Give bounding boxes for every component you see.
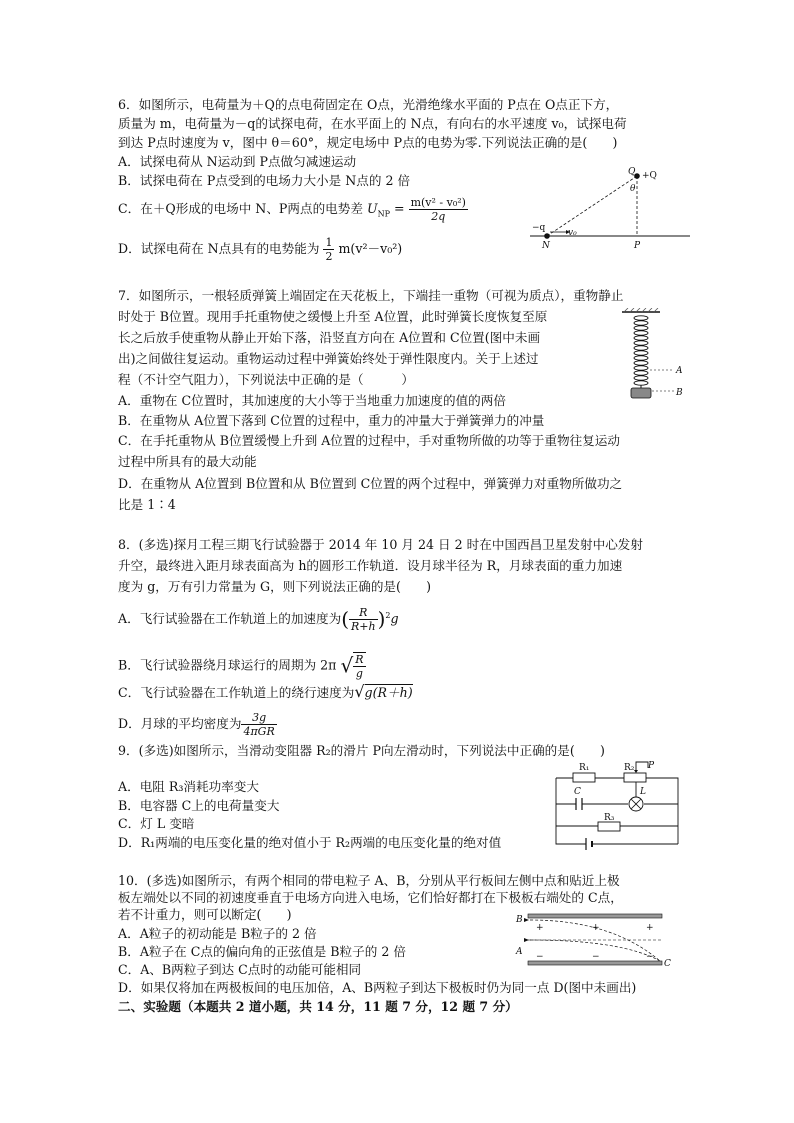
q8-option-a — [118, 606, 399, 633]
q7-option-d-line-2: 比是 1∶4 — [118, 497, 176, 512]
q10-plus-3: + — [646, 923, 654, 933]
q10-arrow-A — [524, 938, 529, 942]
q8-stem-line-2: 升空，最终进入距月球表面高为 h的圆形工作轨道．设月球半径为 R，月球表面的重力加速 — [118, 558, 623, 573]
q6-option-c-symbol: U — [366, 201, 378, 216]
q8-option-b-fraction — [353, 652, 365, 680]
q10-stem-line-1: 10．(多选)如图所示，有两个相同的带电粒子 A、B，分别从平行板间左侧中点和贴近上极 — [118, 873, 620, 888]
q7-label-A: A — [676, 366, 683, 376]
q6-option-c-subscript: NP — [377, 209, 390, 219]
q10-option-a: A．A粒子的初动能是 B粒子的 2 倍 — [118, 926, 317, 941]
q9-slider-P — [634, 770, 638, 773]
q10-plus-2: + — [592, 923, 600, 933]
q8-option-d-fraction — [241, 711, 276, 738]
q8-stem-line-3: 度为 g，万有引力常量为 G，则下列说法正确的是( ) — [118, 579, 432, 594]
q6-stem-line-1: 6．如图所示，电荷量为＋Q的点电荷固定在 O点，光滑绝缘水平面的 P点在 O点正下方， — [118, 97, 619, 112]
q9-label-R3: R₃ — [604, 813, 615, 823]
q7-figure — [612, 308, 692, 406]
q7-stem-line-5: 程（不计空气阻力），下列说法中正确的是（ ） — [118, 372, 414, 387]
q8-option-a-exponent: 2 — [385, 610, 391, 620]
q9-option-c: C．灯 L 变暗 — [118, 816, 195, 831]
q7-stem-line-2: 时处于 B位置。现用手托重物使之缓慢上升至 A位置，此时弹簧长度恢复至原 — [118, 309, 548, 324]
q8-option-b-denominator: g — [355, 667, 363, 680]
q6-option-b: B．试探电荷在 P点受到的电场力大小是 N点的 2 倍 — [118, 173, 411, 188]
q7-stem-line-1: 7．如图所示，一根轻质弹簧上端固定在天花板上，下端挂一重物（可视为质点），重物静止 — [118, 288, 624, 303]
q6-label-minus-q: −q — [532, 223, 546, 233]
q10-label-B: B — [516, 915, 523, 925]
q9-resistor-R2 — [624, 773, 646, 782]
q10-stem-line-2: 板左端处以不同的初速度垂直于电场方向进入电场，它们恰好都打在下极板右端处的 C点， — [118, 890, 623, 905]
q6-stem-line-2: 质量为 m，电荷量为－q的试探电荷，在水平面上的 N点，有向右的水平速度 v₀，试探电荷 — [118, 116, 627, 131]
q6-option-c-numerator: m(v² - v₀²) — [410, 196, 466, 209]
q8-paren-left: ( — [341, 607, 350, 631]
q6-figure — [520, 164, 700, 256]
q8-option-a-g: g — [390, 611, 399, 626]
q6-label-N: N — [542, 241, 550, 251]
q9-label-R2: R₂ — [624, 763, 635, 773]
q7-option-a: A．重物在 C位置时，其加速度的大小等于当地重力加速度的值的两倍 — [118, 393, 506, 408]
q6-label-Q: Q — [628, 167, 636, 177]
q9-stem: 9．(多选)如图所示，当滑动变阻器 R₂的滑片 P向左滑动时，下列说法中正确的是( ) — [118, 743, 605, 758]
q8-option-c-text: C．飞行试验器在工作轨道上的绕行速度为 — [118, 685, 355, 700]
q7-option-d-line-1: D．在重物从 A位置到 B位置和从 B位置到 C位置的两个过程中，弹簧弹力对重物所做功之 — [118, 476, 623, 491]
q8-option-c — [118, 683, 413, 701]
q10-option-d: D．如果仅将加在两极板间的电压加倍，A、B两粒子到达下极板时仍为同一点 D(图中未画出) — [118, 980, 637, 995]
q8-option-a-numerator: R — [349, 606, 378, 620]
q6-option-c-equals: = — [390, 201, 409, 216]
q7-spring — [634, 316, 648, 385]
q6-option-c-denominator: 2q — [431, 210, 446, 223]
q8-option-c-radical: √ — [354, 682, 365, 701]
q6-option-d-text: D．试探电荷在 N点具有的电势能为 — [118, 241, 320, 256]
q8-option-a-fraction — [349, 606, 378, 633]
q7-option-b: B．在重物从 A位置下落到 C位置的过程中，重力的冲量大于弹簧弹力的冲量 — [118, 413, 545, 428]
q10-option-b: B．A粒子在 C点的偏向角的正弦值是 B粒子的 2 倍 — [118, 944, 406, 959]
q6-slant-dashed — [547, 176, 637, 236]
q8-option-d-numerator: 3g — [241, 711, 276, 725]
q8-option-b-text: B．飞行试验器绕月球运行的周期为 2π — [118, 657, 337, 673]
q6-option-a: A．试探电荷从 N运动到 P点做匀减速运动 — [118, 154, 357, 169]
q9-label-P: P — [648, 761, 655, 771]
q6-option-c-fraction — [409, 196, 468, 223]
q10-plus-1: + — [536, 923, 544, 933]
q6-option-d-suffix: m(v²－v₀²) — [338, 241, 403, 256]
q9-label-C: C — [574, 787, 581, 797]
q10-minus-2: − — [592, 952, 600, 962]
q9-resistor-R3 — [598, 822, 620, 831]
q7-label-B: B — [676, 388, 683, 398]
q10-minus-1: − — [536, 952, 544, 962]
q7-weight — [631, 388, 651, 398]
q8-option-b-numerator: R — [355, 653, 364, 666]
q9-option-d: D．R₁两端的电压变化量的绝对值小于 R₂两端的电压变化量的绝对值 — [118, 835, 502, 850]
q10-option-c: C．A、B两粒子到达 C点时的动能可能相同 — [118, 962, 362, 977]
q10-upper-plate — [528, 914, 662, 918]
q9-resistor-R1 — [573, 773, 595, 782]
q8-option-a-text: A．飞行试验器在工作轨道上的加速度为 — [118, 611, 342, 626]
q6-label-v0: v₀ — [568, 228, 577, 238]
q10-minus-3: − — [646, 952, 654, 962]
q6-option-c — [118, 196, 468, 223]
q9-option-a: A．电阻 R₃消耗功率变大 — [118, 779, 259, 794]
q8-option-d — [118, 711, 277, 738]
q10-arrow-B — [524, 918, 529, 922]
q7-stem-line-4: 出)之间做往复运动。重物运动过程中弹簧始终处于弹性限度内。关于上述过 — [118, 351, 539, 366]
q6-option-d — [118, 236, 402, 263]
q10-label-C: C — [664, 959, 671, 968]
q10-stem-line-3: 若不计重力，则可以断定( ) — [118, 907, 292, 922]
q7-option-c-line-1: C．在手托重物从 B位置缓慢上升到 A位置的过程中，手对重物所做的功等于重物往复运动 — [118, 433, 620, 448]
q8-option-d-denominator: 4πGR — [243, 725, 275, 738]
q8-stem-line-1: 8．(多选)探月工程三期飞行试验器于 2014 年 10 月 24 日 2 时在中国西昌卫星发射中心发射 — [118, 537, 643, 552]
q6-charge-q — [544, 233, 550, 239]
q6-option-d-denominator: 2 — [325, 250, 333, 263]
section-2-heading: 二、实验题（本题共 2 道小题，共 14 分，11 题 7 分，12 题 7 分） — [118, 999, 518, 1014]
q6-option-c-text: C．在＋Q形成的电场中 N、P两点的电势差 — [118, 201, 363, 216]
q10-label-A: A — [516, 947, 523, 957]
q7-stem-line-3: 长之后放手使重物从静止开始下落，沿竖直方向在 A位置和 C位置(图中未画 — [118, 330, 541, 345]
q6-label-plusQ: +Q — [642, 171, 657, 181]
q9-label-L: L — [640, 787, 646, 797]
q8-option-a-denominator: R+h — [351, 620, 376, 633]
q6-stem-line-3: 到达 P点时速度为 v，图中 θ＝60°，规定电场中 P点的电势为零.下列说法正确的是( ) — [118, 135, 618, 150]
q6-label-P: P — [634, 241, 641, 251]
q8-option-c-radicand: g(R＋h) — [364, 685, 413, 700]
q6-option-d-fraction — [323, 236, 334, 263]
q9-label-R1: R₁ — [579, 763, 590, 773]
q9-circuit-figure — [548, 760, 688, 860]
q8-option-b-radical: √ — [340, 653, 354, 678]
q6-option-d-numerator: 1 — [325, 236, 333, 249]
q9-option-b: B．电容器 C上的电荷量变大 — [118, 798, 280, 813]
q6-label-theta: θ — [630, 184, 636, 194]
q10-figure — [512, 908, 682, 968]
q7-option-c-line-2: 过程中所具有的最大动能 — [118, 454, 257, 469]
q8-option-b — [118, 652, 366, 680]
q8-paren-right: ) — [377, 607, 386, 631]
q8-option-d-text: D．月球的平均密度为 — [118, 716, 242, 731]
